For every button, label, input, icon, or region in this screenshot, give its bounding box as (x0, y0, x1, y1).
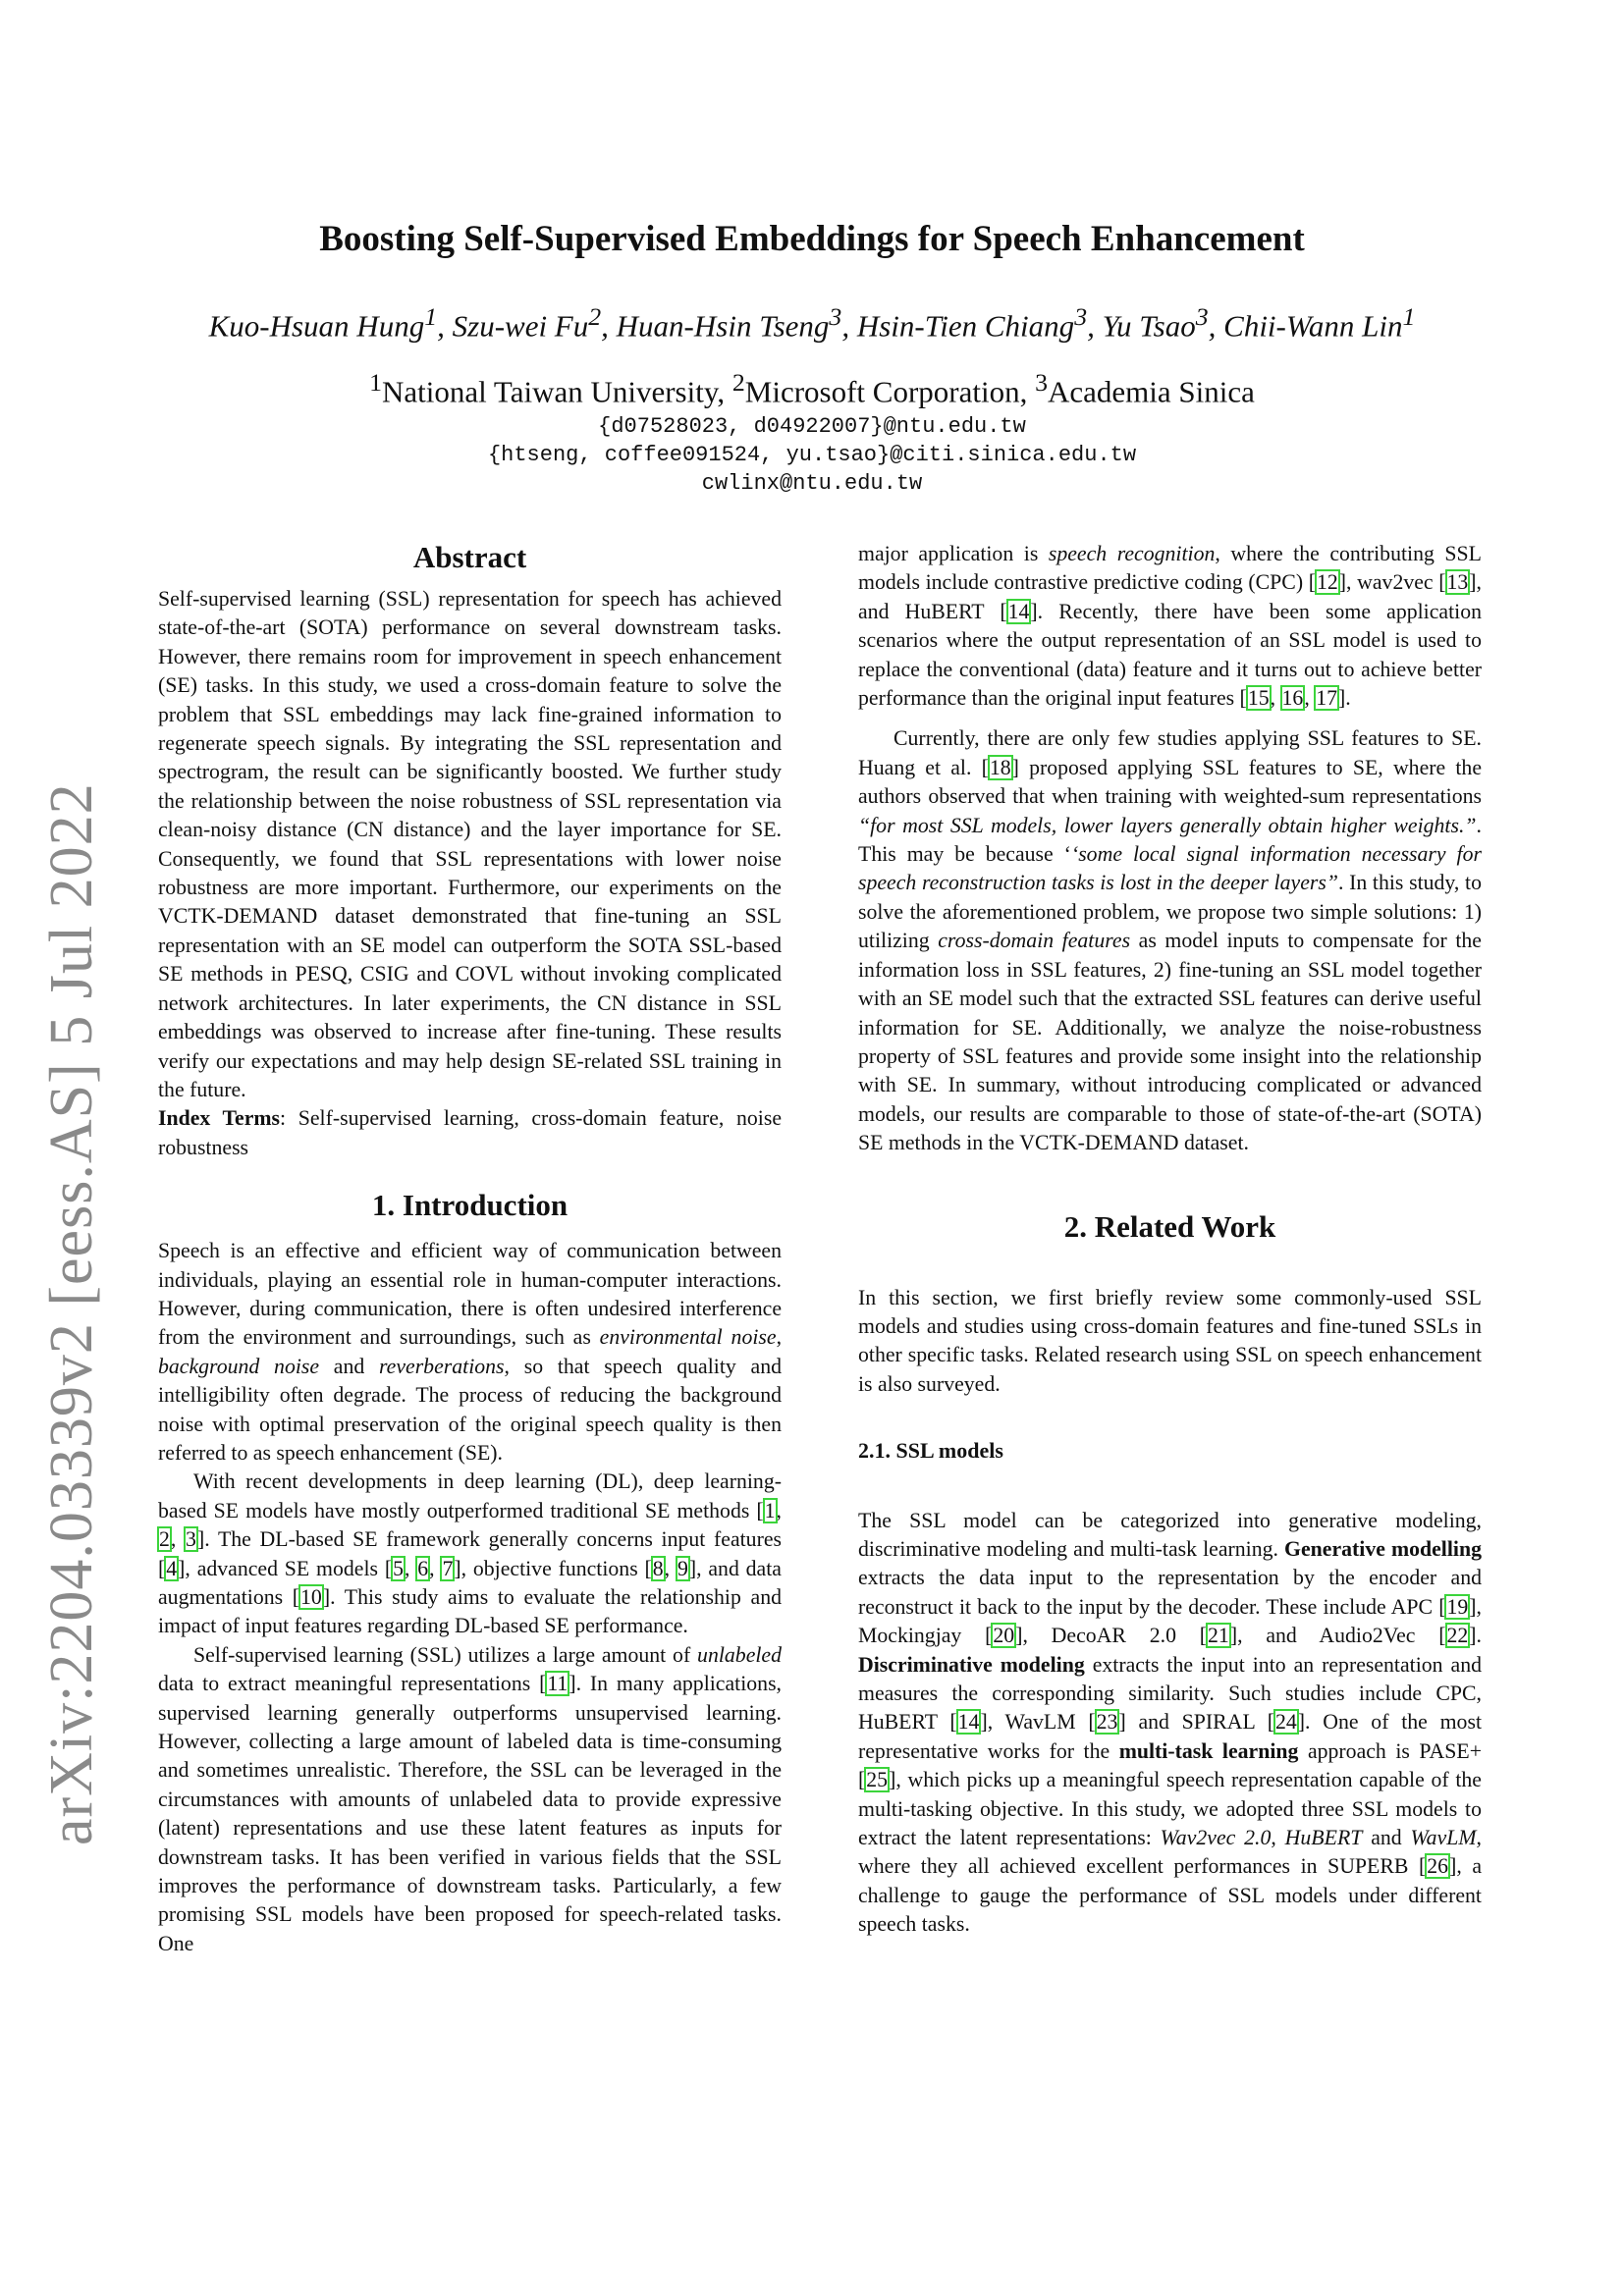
intro-paragraph-continued: major application is speech recognition, where the contributing SSL models include contrastive predictive coding (CPC) [12], wav2vec [13], and HuBERT [14]. Recently, there have been some application scenarios where the output representation of an SSL model is used to replace the conventional (data) feature and it turns out to achieve better performance than the original input features [15, 16, 17]. (858, 542, 1483, 711)
intro-paragraph-3: Self-supervised learning (SSL) utilizes a large amount of unlabeled data to extract meaningful representations [11]. In many applications, supervised learning generally outperforms unsupervised learning. However, collecting a large amount of labeled data is time-consuming and sometimes unrealistic. Therefore, the SSL can be leveraged in the circumstances with amounts of unlabeled data to provide expressive (latent) representations and use these latent features as inputs for downstream tasks. It has been verified in various fields that the SSL improves the performance of downstream tasks. Particularly, a few promising SSL models have been proposed for speech-related tasks. One (158, 1642, 782, 1955)
citation-link[interactable]: 16 (1281, 686, 1304, 711)
paper-title: Boosting Self-Supervised Embeddings for Speech Enhancement (319, 219, 1305, 259)
author-list: Kuo-Hsuan Hung$^1$, Szu-wei Fu$^2$, Huan-Hsin Tseng$^3$, Hsin-Tien Chiang$^3$, Yu Tsao$^3$, Chii-Wann Lin$^1$ (208, 302, 1416, 344)
section-heading-related-work: 2. Related Work (1063, 1208, 1276, 1244)
author-affiliation-mark: 3 (1074, 302, 1088, 331)
affiliation-number: 3 (1035, 368, 1049, 397)
affiliation-name: Microsoft Corporation (744, 374, 1020, 409)
author-affiliation-mark: 3 (1195, 302, 1209, 331)
arxiv-identifier: arXiv:2204.03339v2 [eess.AS] 5 Jul 2022 (38, 782, 105, 1845)
related-paragraph-1: In this section, we first briefly review some commonly-used SSL models and studies using cross-domain features and fine-tuned SSLs in other specific tasks. Related research using SSL on speech enhancement is also surveyed. (858, 1285, 1482, 1396)
author-affiliation-mark: 1 (1402, 302, 1416, 331)
citation-link[interactable]: 14 (957, 1710, 980, 1735)
citation-link[interactable]: 19 (1446, 1594, 1469, 1619)
citation-link[interactable]: 6 (417, 1556, 429, 1580)
citation-link[interactable]: 22 (1446, 1624, 1469, 1648)
email-line: {htseng, coffee091524, yu.tsao}@citi.sinica.edu.tw (487, 443, 1137, 467)
citation-link[interactable]: 17 (1316, 686, 1338, 711)
intro-paragraph-1: Speech is an effective and efficient way of communication between individuals, playing an essential role in human-computer interactions. However, during communication, there is often undesired interference from the environment and surroundings, such as environmental noise, background noise and reverberations, so that speech quality and intelligibility often degrade. The process of reducing the background noise with optimal preservation of the original speech quality is then referred to as speech enhancement (SE). (158, 1239, 783, 1465)
abstract-text: Self-supervised learning (SSL) representation for speech has achieved state-of-the-art (SOTA) performance on several downstream tasks. However, there remains room for improvement in speech enhancement (SE) tasks. In this study, we used a cross-domain feature to solve the problem that SSL embeddings may lack fine-grained information to regenerate speech signals. By integrating the SSL representation and spectrogram, the result can be significantly boosted. We further study the relationship between the noise robustness of SSL representation via clean-noisy distance (CN distance) and the layer importance for SE. Consequently, we found that SSL representations with lower noise robustness are more important. Furthermore, our experiments on the VCTK-DEMAND dataset demonstrated that fine-tuning an SSL representation with an SE model can outperform the SOTA SSL-based SE methods in PESQ, CSIG and COVL without invoking complicated network architectures. In later experiments, the CN distance in SSL embeddings was observed to increase after fine-tuning. These results verify our expectations and may help design SE-related SSL training in the future. (158, 587, 782, 1101)
citation-link[interactable]: 25 (866, 1768, 889, 1792)
citation-link[interactable]: 18 (989, 755, 1011, 779)
related-paragraph-2: The SSL model can be categorized into generative modeling, discriminative modeling and multi-task learning. Generative modelling extracts the data input to the representation by the encoder and reconstruct it back to the input by the decoder. These include APC [19], Mockingjay [20], DecoAR 2.0 [21], and Audio2Vec [22]. Discriminative modeling extracts the input into an representation and measures the corresponding similarity. Such studies include CPC, HuBERT [14], WavLM [23] and SPIRAL [24]. One of the most representative works for the multi-task learning approach is PASE+ [25], which picks up a meaningful speech representation capable of the multi-tasking objective. In this study, we adopted three SSL models to extract the latent representations: Wav2vec 2.0, HuBERT and WavLM, where they all achieved excellent performances in SUPERB [26], a challenge to gauge the performance of SSL models under different speech tasks. (858, 1508, 1483, 1937)
intro-paragraph-2: With recent developments in deep learning (DL), deep learning-based SE models have mostly outperformed traditional SE methods [1, 2, 3]. The DL-based SE framework generally concerns input features [4], advanced SE models [5, 6, 7], objective functions [8, 9], and data augmentations [10]. This study aims to evaluate the relationship and impact of input features regarding DL-based SE performance. (158, 1469, 782, 1638)
affiliation-number: 2 (731, 368, 745, 397)
abstract-heading: Abstract (412, 540, 527, 574)
index-terms-text: : Self-supervised learning, cross-domain feature, noise robustness (158, 1106, 782, 1159)
citation-link[interactable]: 21 (1208, 1624, 1229, 1648)
citation-link[interactable]: 9 (677, 1556, 688, 1580)
email-line: {d07528023, d04922007}@ntu.edu.tw (598, 414, 1026, 439)
section-heading-introduction: 1. Introduction (371, 1188, 568, 1223)
citation-link[interactable]: 26 (1427, 1854, 1449, 1879)
citation-link[interactable]: 14 (1007, 599, 1030, 623)
author-name: Hsin-Tien Chiang (856, 308, 1075, 344)
author-name: Kuo-Hsuan Hung (208, 308, 425, 344)
author-affiliation-mark: 1 (424, 302, 438, 331)
left-column (158, 540, 782, 1958)
citation-link[interactable]: 13 (1446, 570, 1469, 595)
citation-link[interactable]: 5 (393, 1556, 404, 1580)
affiliation-name: National Taiwan University (382, 374, 718, 409)
right-column (858, 540, 1482, 1940)
affiliation-name: Academia Sinica (1048, 374, 1255, 409)
citation-link[interactable]: 3 (186, 1527, 196, 1552)
citation-link[interactable]: 12 (1317, 570, 1338, 595)
citation-link[interactable]: 15 (1247, 686, 1270, 711)
author-affiliation-mark: 3 (829, 302, 842, 331)
author-name: Yu Tsao (1102, 308, 1196, 344)
citation-link[interactable]: 1 (764, 1498, 776, 1522)
email-line: cwlinx@ntu.edu.tw (701, 471, 923, 496)
affiliation-number: 1 (369, 368, 382, 397)
author-name: Chii-Wann Lin (1223, 308, 1403, 344)
index-terms (158, 1104, 782, 1162)
affiliation-list: $^1$National Taiwan University, $^2$Microsoft Corporation, $^3$Academia Sinica (369, 368, 1255, 409)
author-affiliation-mark: 2 (588, 302, 602, 331)
intro-paragraph-4: Currently, there are only few studies applying SSL features to SE. Huang et al. [18] proposed applying SSL features to SE, where the authors observed that when training with weighted-sum representations “for most SSL models, lower layers generally obtain higher weights.”. This may be because ‘‘some local signal information necessary for speech reconstruction tasks is lost in the deeper layers”. In this study, to solve the aforementioned problem, we propose two simple solutions: 1) utilizing cross-domain features as model inputs to compensate for the information loss in SSL features, 2) fine-tuning an SSL model together with an SE model such that the extracted SSL features can derive useful information for SE. Additionally, we analyze the noise-robustness property of SSL features and provide some insight into the relationship with SE. In summary, without introducing complicated or advanced models, our results are comparable to those of state-of-the-art (SOTA) SE methods in the VCTK-DEMAND dataset. (858, 726, 1482, 1155)
citation-link[interactable]: 23 (1096, 1710, 1118, 1735)
index-terms-label: Index Terms (158, 1106, 281, 1131)
citation-link[interactable]: 7 (442, 1556, 454, 1580)
subsection-heading-ssl-models: 2.1. SSL models (858, 1438, 1003, 1464)
citation-link[interactable]: 8 (652, 1556, 664, 1580)
email-list (0, 412, 1624, 498)
citation-link[interactable]: 24 (1274, 1710, 1297, 1735)
citation-link[interactable]: 4 (166, 1556, 178, 1580)
citation-link[interactable]: 11 (547, 1672, 568, 1696)
citation-link[interactable]: 10 (300, 1585, 322, 1609)
citation-link[interactable]: 2 (159, 1527, 170, 1552)
author-name: Huan-Hsin Tseng (616, 308, 830, 344)
citation-link[interactable]: 20 (993, 1624, 1015, 1648)
author-name: Szu-wei Fu (452, 308, 589, 344)
